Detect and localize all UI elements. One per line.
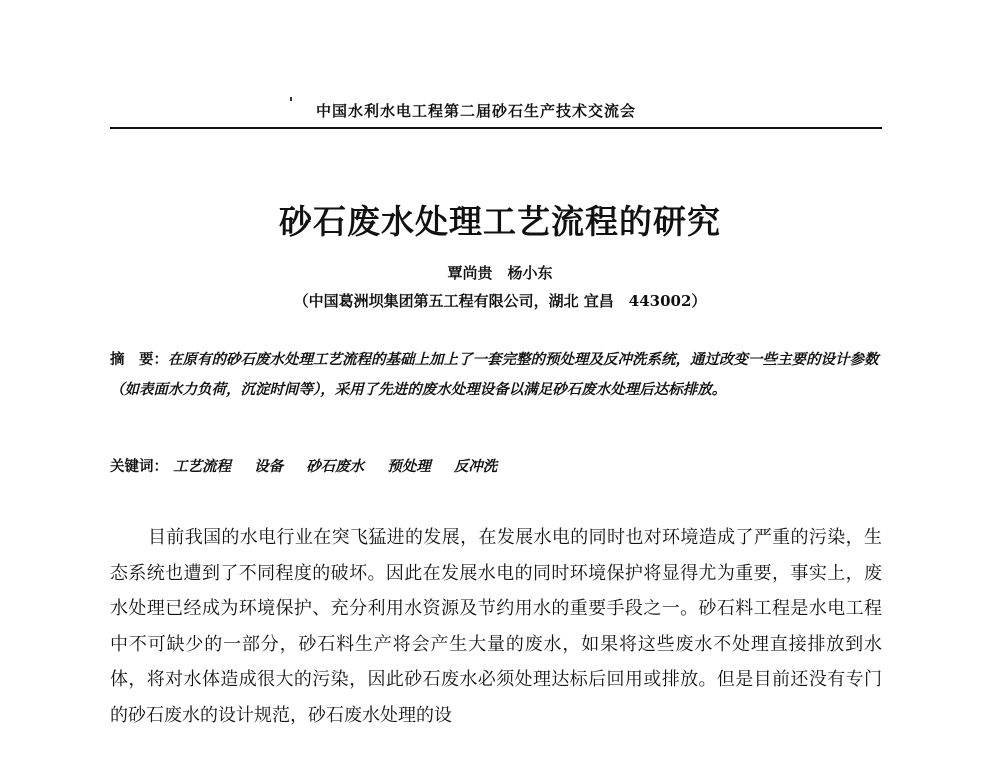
keyword: 工艺流程 xyxy=(173,458,232,475)
keyword: 预处理 xyxy=(387,458,431,475)
abstract-label: 摘 要： xyxy=(110,352,168,368)
abstract xyxy=(110,345,882,405)
keywords xyxy=(110,452,882,482)
scan-speck xyxy=(290,97,292,101)
paper-authors: 覃尚贵 杨小东 xyxy=(447,264,553,282)
abstract-text: 在原有的砂石废水处理工艺流程的基础上加上了一套完整的预处理及反冲洗系统，通过改变一些主要的设计参数（如表面水力负荷，沉淀时间等），采用了先进的废水处理设备以满足砂石废水处理后达标排放。 xyxy=(110,351,879,398)
paper-affiliation: （中国葛洲坝集团第五工程有限公司，湖北 宜昌 443002） xyxy=(293,292,707,310)
header-rule xyxy=(110,127,882,129)
keywords-label: 关键词： xyxy=(110,459,168,475)
keyword: 砂石废水 xyxy=(306,458,365,475)
keyword: 反冲洗 xyxy=(453,458,498,475)
body-paragraph: 目前我国的水电行业在突飞猛进的发展，在发展水电的同时也对环境造成了严重的污染，生态系统也遭到了不同程度的破坏。因此在发展水电的同时环境保护将显得尤为重要，事实上，废水处理已经成为环境保护、充分利用水资源及节约用水的重要手段之一。砂石料工程是水电工程中不可缺少的一部分，砂石料生产将会产生大量的废水，如果将这些废水不处理直接排放到水体，将对水体造成很大的污染，因此砂石废水必须处理达标后回用或排放。但是目前还没有专门的砂石废水的设计规范，砂石废水处理的设 xyxy=(110,527,882,726)
keyword: 设备 xyxy=(254,458,284,475)
paper-title: 砂石废水处理工艺流程的研究 xyxy=(279,202,721,241)
running-header: 中国水利水电工程第二届砂石生产技术交流会 xyxy=(316,102,637,120)
